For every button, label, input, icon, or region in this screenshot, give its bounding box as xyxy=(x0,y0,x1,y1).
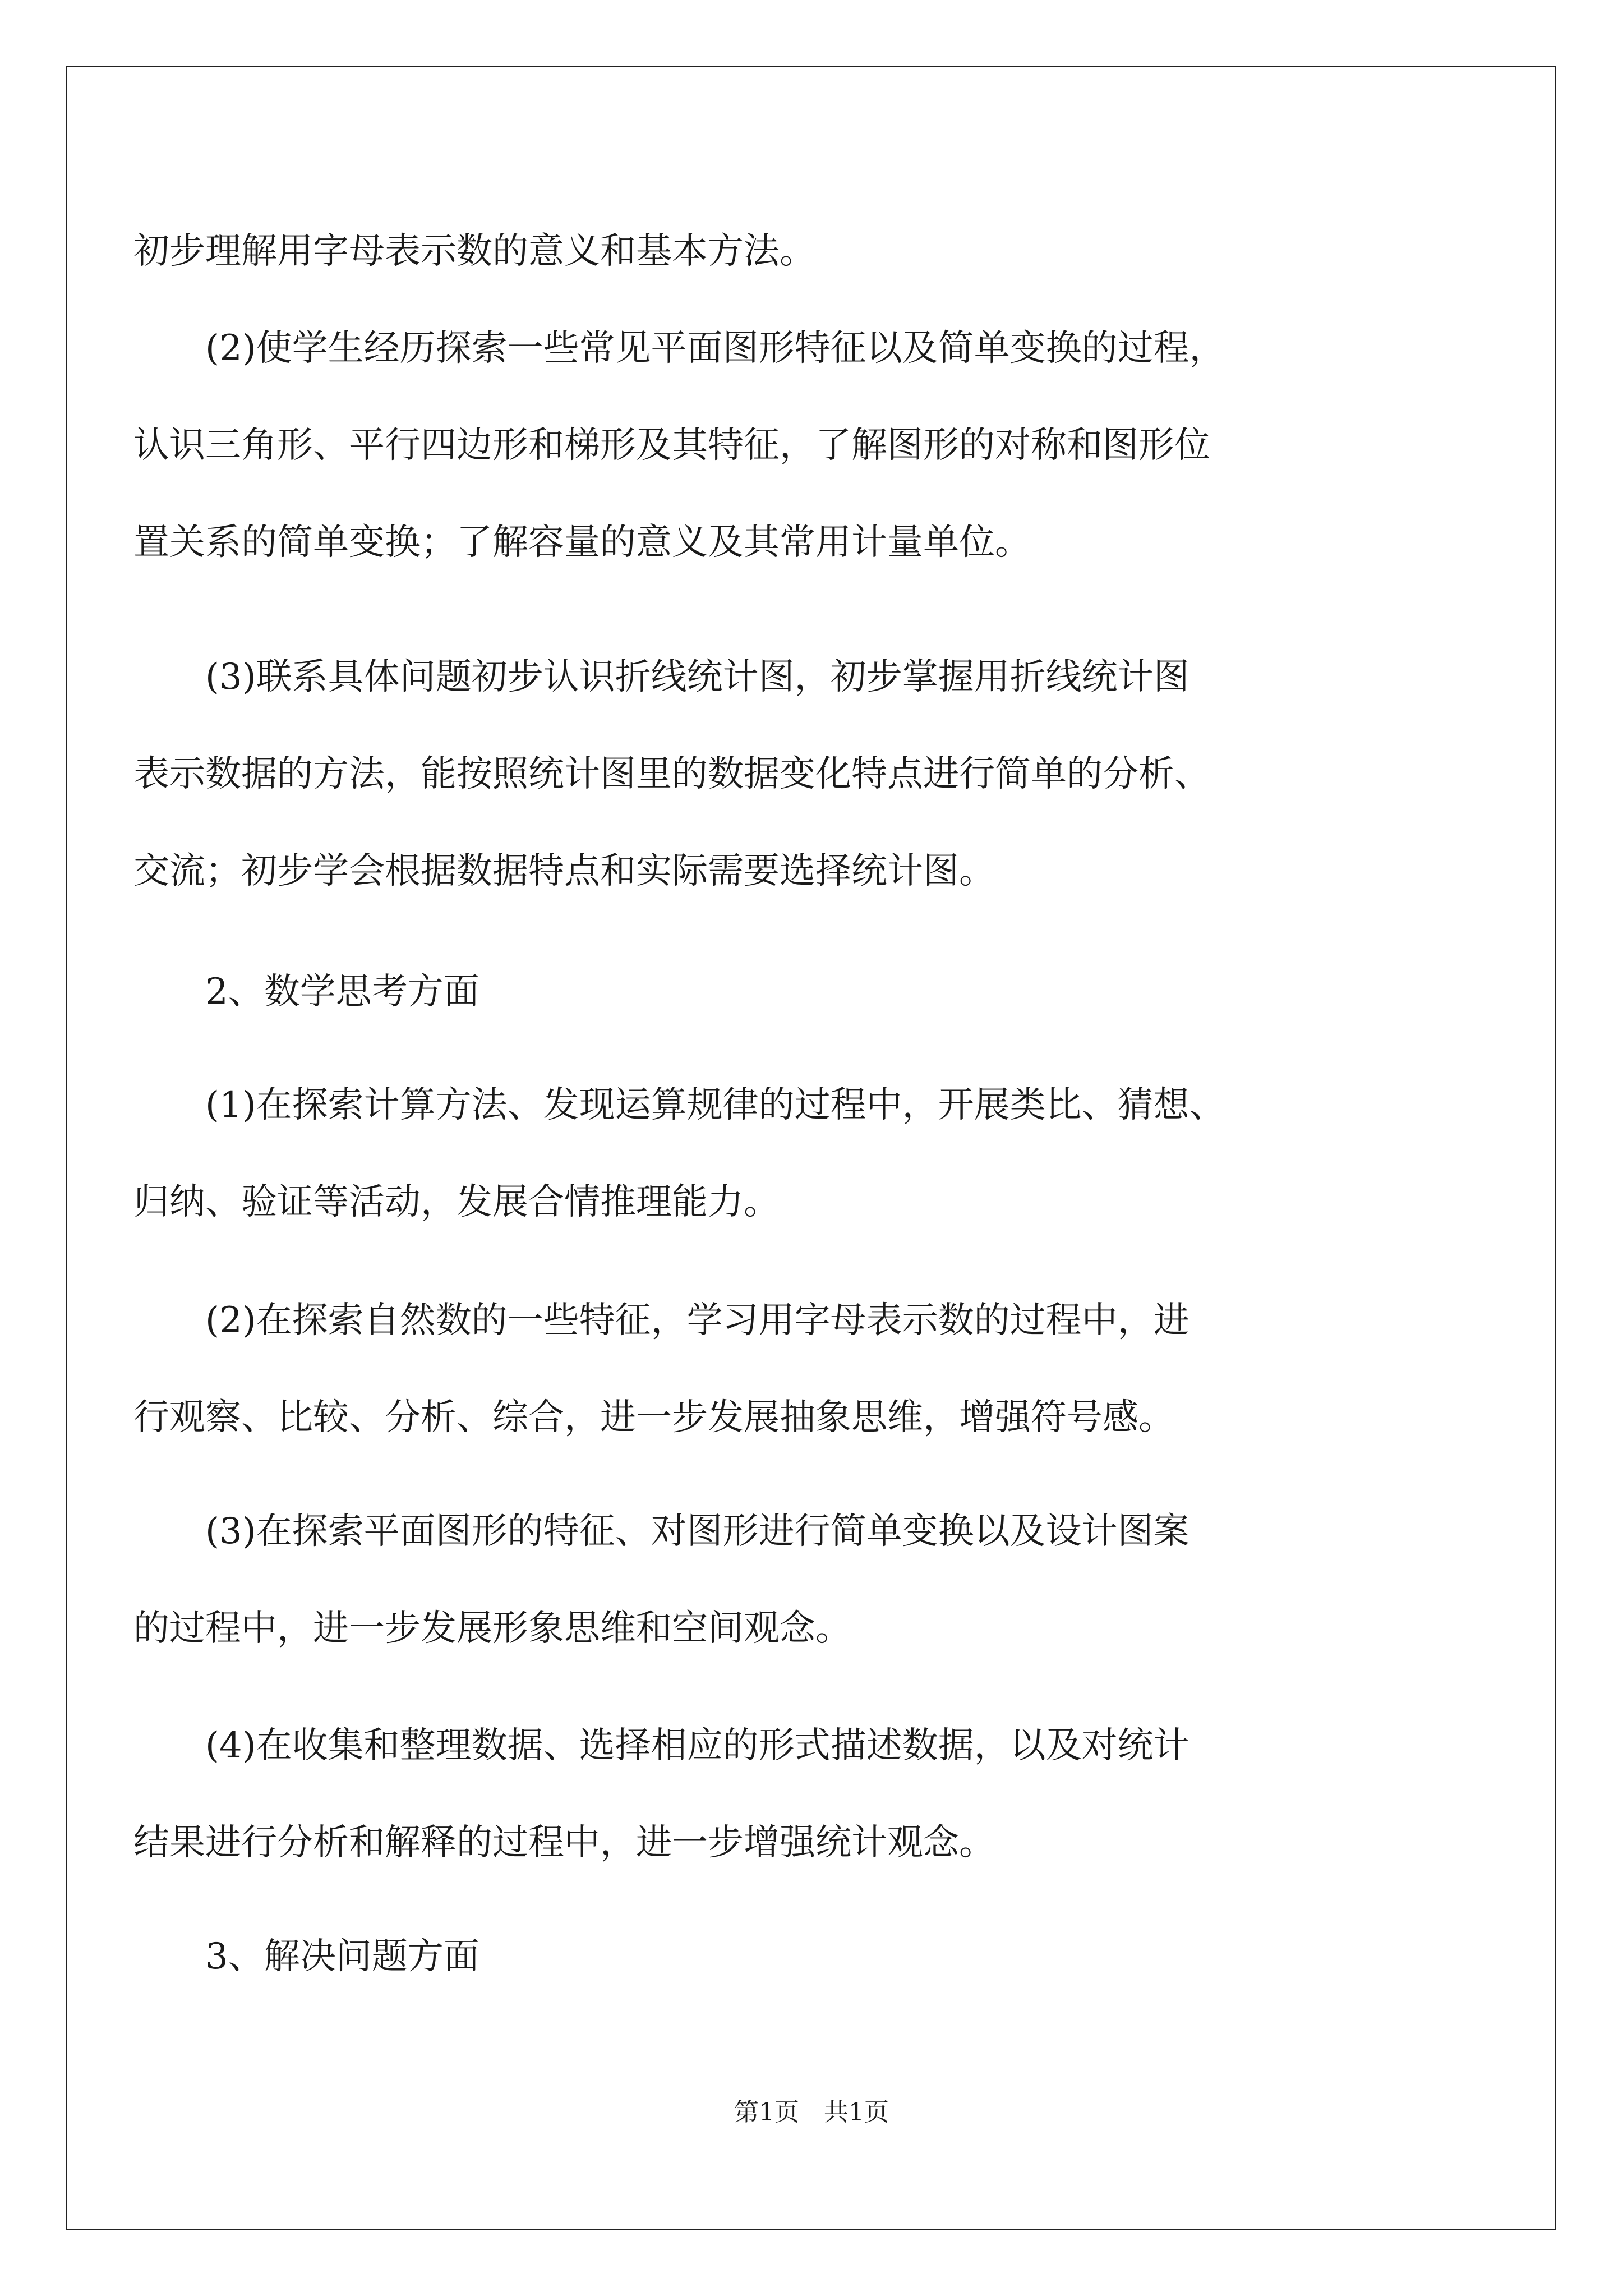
text-line: (2)使学生经历探索一些常见平面图形特征以及简单变换的过程， xyxy=(205,328,1225,369)
text-line: (4)在收集和整理数据、选择相应的形式描述数据，以及对统计 xyxy=(205,1725,1189,1766)
text-line: (2)在探索自然数的一些特征，学习用字母表示数的过程中，进 xyxy=(205,1300,1189,1341)
section-heading: 3、解决问题方面 xyxy=(205,1936,479,1977)
text-line: 初步理解用字母表示数的意义和基本方法。 xyxy=(133,231,815,272)
page-total: 共1页 xyxy=(824,2098,889,2127)
text-line: (3)在探索平面图形的特征、对图形进行简单变换以及设计图案 xyxy=(205,1511,1189,1552)
text-line: 归纳、验证等活动，发展合情推理能力。 xyxy=(133,1181,780,1223)
section-heading: 2、数学思考方面 xyxy=(205,971,479,1013)
text-line: (1)在探索计算方法、发现运算规律的过程中，开展类比、猜想、 xyxy=(205,1084,1225,1126)
page-footer xyxy=(0,2097,1623,2128)
text-line: 的过程中，进一步发展形象思维和空间观念。 xyxy=(133,1608,851,1649)
text-line: 认识三角形、平行四边形和梯形及其特征，了解图形的对称和图形位 xyxy=(133,425,1210,466)
text-line: 结果进行分析和解释的过程中，进一步增强统计观念。 xyxy=(133,1822,995,1864)
text-line: 行观察、比较、分析、综合，进一步发展抽象思维，增强符号感。 xyxy=(133,1397,1174,1438)
page-number: 第1页 xyxy=(734,2098,799,2127)
text-line: 置关系的简单变换；了解容量的意义及其常用计量单位。 xyxy=(133,522,1031,563)
text-line: 交流；初步学会根据数据特点和实际需要选择统计图。 xyxy=(133,850,995,892)
text-line: (3)联系具体问题初步认识折线统计图，初步掌握用折线统计图 xyxy=(205,656,1189,698)
text-line: 表示数据的方法，能按照统计图里的数据变化特点进行简单的分析、 xyxy=(133,753,1210,795)
page-frame xyxy=(66,66,1556,2230)
